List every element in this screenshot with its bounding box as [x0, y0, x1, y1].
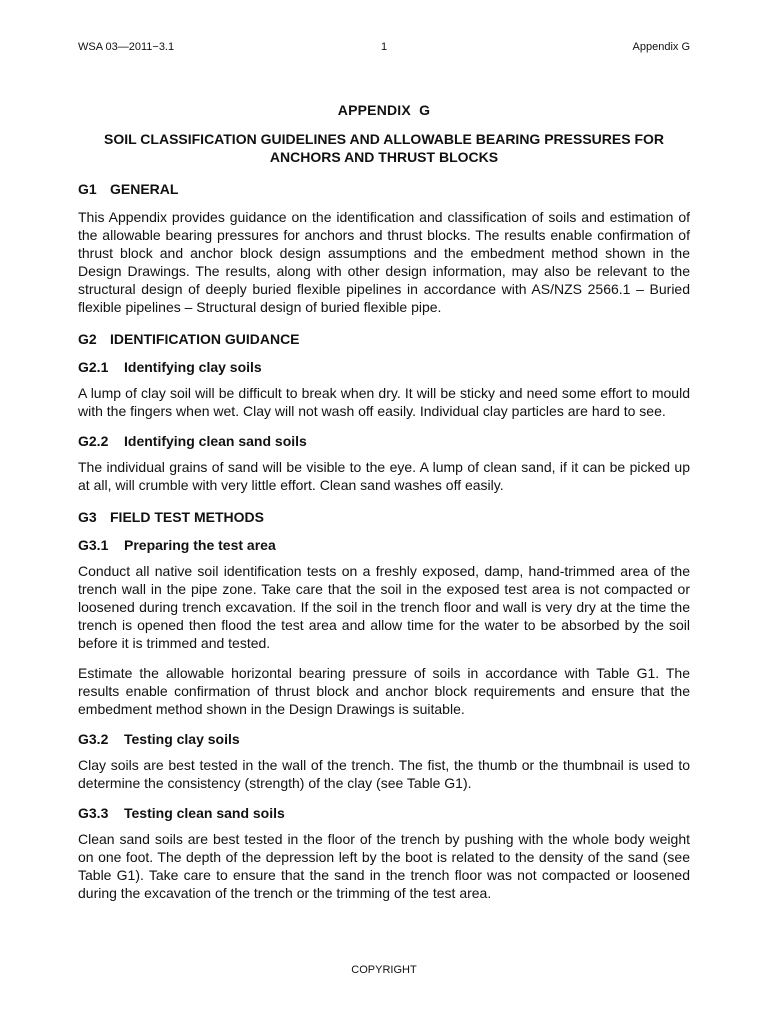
paragraph-g3-1-a: Conduct all native soil identification tests on a freshly exposed, damp, hand-trimmed area of the trench wall in the pipe zone. Take care that the soil in the exposed test area is not compacted or loosened during trench excavation. If the soil in the trench floor and wall is very dry at the time the trench is opened then flood the test area and allow time for the water to be absorbed by the soil before it is trimmed and tested. — [78, 563, 690, 651]
paragraph-g2-2: The individual grains of sand will be visible to the eye. A lump of clean sand, if it can be picked up at all, will crumble with very little effort. Clean sand washes off easily. — [78, 459, 690, 493]
subsection-number: G2.2 — [78, 433, 109, 449]
subsection-title: Testing clay soils — [124, 731, 240, 747]
section-number: G3 — [78, 509, 97, 525]
section-title: IDENTIFICATION GUIDANCE — [110, 331, 300, 347]
appendix-title: APPENDIX G — [337, 102, 431, 118]
subsection-heading-g2-1 — [78, 358, 690, 376]
section-number: G1 — [78, 181, 97, 197]
subsection-number: G3.2 — [78, 731, 109, 747]
section-title: GENERAL — [110, 181, 179, 197]
subsection-heading-g3-2 — [78, 730, 690, 748]
section-heading-g2 — [78, 330, 690, 348]
subsection-title: Testing clean sand soils — [124, 805, 285, 821]
document-body — [78, 102, 690, 914]
paragraph-g1: This Appendix provides guidance on the identification and classification of soils and estimation of the allowable bearing pressures for anchors and thrust blocks. The results enable confirmation of thrust block and anchor block design assumptions and the embedment method shown in the Design Drawings. The results, along with other design information, may also be relevant to the structural design of deeply buried flexible pipelines in accordance with AS/NZS 2566.1 – Buried flexible pipelines – Structural design of buried flexible pipe. — [78, 209, 690, 315]
subsection-title: Identifying clean sand soils — [124, 433, 307, 449]
section-heading-g1 — [78, 180, 690, 198]
paragraph-g3-2: Clay soils are best tested in the wall of the trench. The fist, the thumb or the thumbnail is used to determine the consistency (strength) of the clay (see Table G1). — [78, 757, 690, 791]
page-number: 1 — [380, 41, 388, 53]
appendix-label: Appendix G — [632, 41, 690, 53]
subsection-heading-g2-2 — [78, 432, 690, 450]
section-number: G2 — [78, 331, 97, 347]
subsection-title: Preparing the test area — [124, 537, 276, 553]
page-header — [78, 41, 690, 57]
paragraph-g3-1-b: Estimate the allowable horizontal bearing pressure of soils in accordance with Table G1. The results enable confirmation of thrust block and anchor block requirements and ensure that the embedment method shown in the Design Drawings is suitable. — [78, 665, 690, 717]
document-code: WSA 03—2011−3.1 — [78, 41, 175, 53]
paragraph-g2-1: A lump of clay soil will be difficult to break when dry. It will be sticky and need some effort to mould with the fingers when wet. Clay will not wash off easily. Individual clay particles are hard to see. — [78, 385, 690, 419]
paragraph-g3-3: Clean sand soils are best tested in the floor of the trench by pushing with the whole body weight on one foot. The depth of the depression left by the boot is related to the density of the sand (see Table G1). Take care to ensure that the sand in the trench floor was not compacted or loosened during the excavation of the trench or the trimming of the test area. — [78, 831, 690, 901]
document-title: SOIL CLASSIFICATION GUIDELINES AND ALLOWABLE BEARING PRESSURES FOR ANCHORS AND THRUST BLOCKS — [103, 131, 665, 165]
subsection-number: G3.1 — [78, 537, 109, 553]
subsection-number: G3.3 — [78, 805, 109, 821]
subsection-heading-g3-1 — [78, 536, 690, 554]
subsection-heading-g3-3 — [78, 804, 690, 822]
subsection-number: G2.1 — [78, 359, 109, 375]
section-title: FIELD TEST METHODS — [110, 509, 264, 525]
subsection-title: Identifying clay soils — [124, 359, 262, 375]
copyright-footer: COPYRIGHT — [351, 964, 417, 976]
section-heading-g3 — [78, 508, 690, 526]
